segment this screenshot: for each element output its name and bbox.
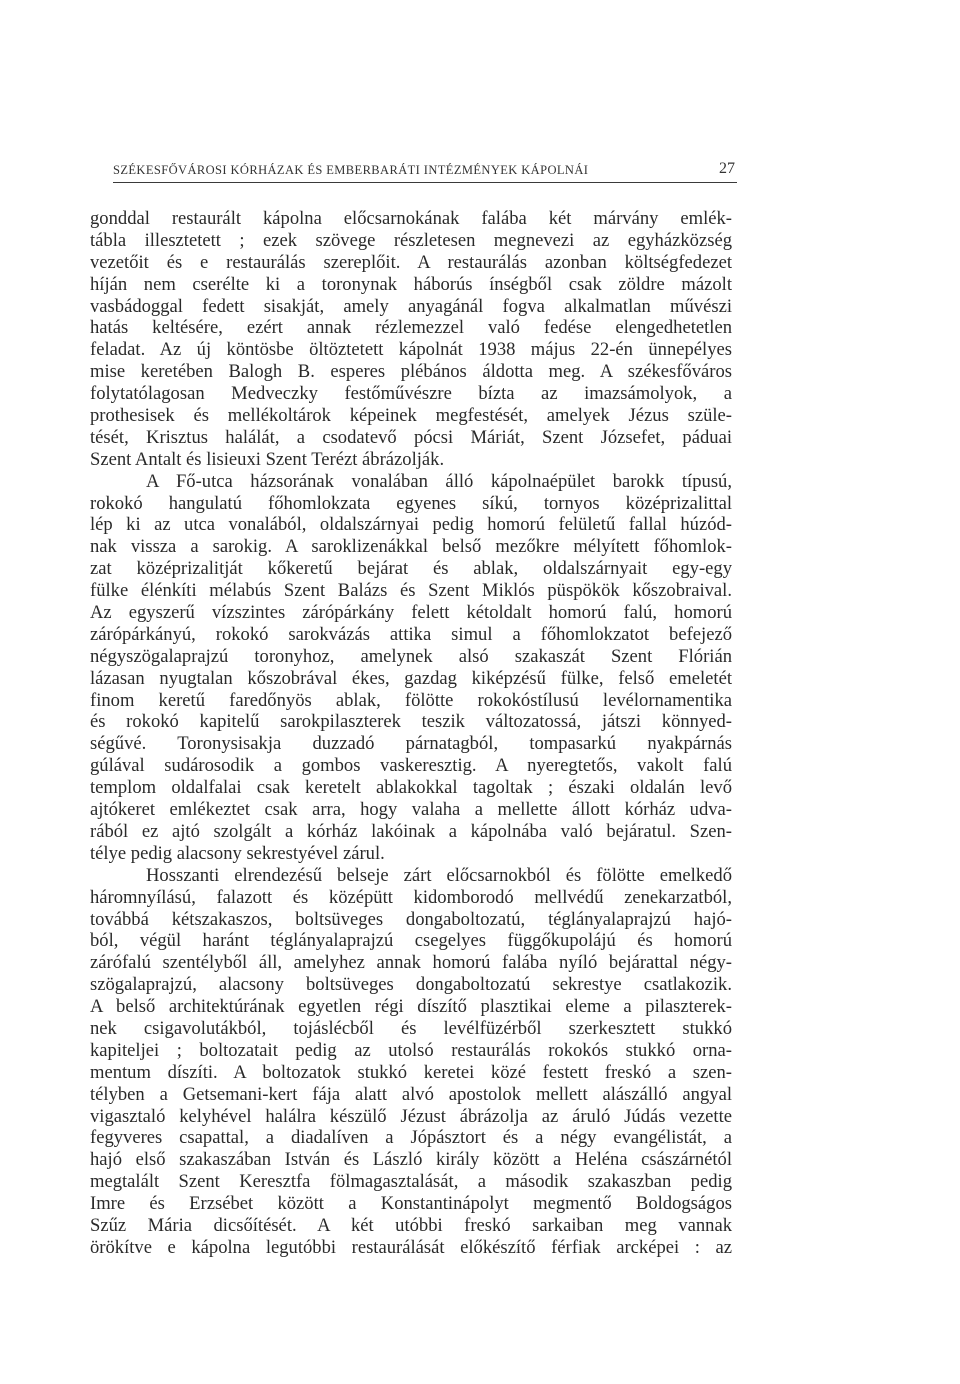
text-line: tését, Krisztus halálát, a csodatevő pócsi Máriát, Szent Józsefet, páduai xyxy=(90,426,732,448)
text-line: hajó első szakaszában István és László király között a Heléna császárnétól xyxy=(90,1149,732,1171)
text-line: vigasztaló kelyhével halálra készülő Jézust ábrázolja az áruló Júdás vezette xyxy=(90,1105,732,1127)
text-line: rokokó hangulatú főhomlokzata egyenes síkú, tornyos középrizalittal xyxy=(90,492,732,514)
text-line: hatás keltésére, ezért annak rézlemezzel való fedése elengedhetetlen xyxy=(90,317,732,339)
text-line: prothesisek és mellékoltárok képeinek megfestését, amelyek Jézus szüle- xyxy=(90,405,732,427)
text-line: Szent Antalt és lisieuxi Szent Terézt ábrázolják. xyxy=(90,448,445,470)
text-line: vasbádoggal fedett sisakját, amely anyagánál fogva alkalmatlan művészi xyxy=(90,295,732,317)
text-line: mentum díszíti. A boltozatok stukkó keretei közé festett freskó a szen- xyxy=(90,1061,732,1083)
body-text xyxy=(90,208,732,1259)
running-title: SZÉKESFŐVÁROSI KÓRHÁZAK ÉS EMBERBARÁTI INTÉZMÉNYEK KÁPOLNÁI xyxy=(113,163,589,177)
text-line: kapiteljei ; boltozatait pedig az utolsó restaurálás rokokós stukkó orna- xyxy=(90,1039,732,1061)
text-line: örökítve e kápolna legutóbbi restaurálását előkészítő férfiak arcképei : az xyxy=(90,1236,732,1258)
text-line: finom keretű faredőnyös ablak, fölötte rokokóstílusú levélornamentika xyxy=(90,689,732,711)
text-line: Imre és Erzsébet között a Konstantinápolyt megmentő Boldogságos xyxy=(90,1193,732,1215)
text-line: híján nem cserélte ki a toronynak háborús ínségből csak zöldre mázolt xyxy=(90,273,732,295)
text-line: nek csigavolutákból, tojáslécből és levélfüzérből szerkesztett stukkó xyxy=(90,1017,732,1039)
text-line: zat középrizalitját kőkeretű bejárat és ablak, oldalszárnyait egy-egy xyxy=(90,558,732,580)
text-line: nak vissza a sarokig. A saroklizenákkal belső mezőkre mélyített főhomlok- xyxy=(90,536,732,558)
text-line: gúlával sudárosodik a gombos vaskeresztig. A nyeregtetős, vakolt falú xyxy=(90,755,732,777)
text-line: háromnyílású, falazott és középütt kidomborodó mellvédű zenekarzatból, xyxy=(90,886,732,908)
text-line: A Fő-utca házsorának vonalában álló kápolnaépület barokk típusú, xyxy=(146,470,732,492)
text-line: mise keretében Balogh B. esperes plébános áldotta meg. A székesfőváros xyxy=(90,361,732,383)
text-line: ajtókeret emlékeztet csak arra, hogy valaha a mellette állott kórház udva- xyxy=(90,799,732,821)
text-line: gonddal restaurált kápolna előcsarnokának falába két márvány emlék- xyxy=(90,208,732,229)
text-line: négyszögalaprajzú toronyhoz, amelynek alsó szakaszát Szent Flórián xyxy=(90,645,732,667)
text-line: szögalaprajzú, alacsony boltsüveges dongaboltozatú sekrestye csatlakozik. xyxy=(90,974,732,996)
text-line: Hosszanti elrendezésű belseje zárt előcsarnokból és fölötte emelkedő xyxy=(146,864,732,886)
text-line: fegyveres csapattal, a diadalíven a Jópásztort és a négy evangélistát, a xyxy=(90,1127,732,1149)
text-line: télyben a Getsemani-kert fája alatt alvó apostolok mellett alászálló angyal xyxy=(90,1083,732,1105)
text-line: és rokokó kapitelű sarokpilaszterek teszik változatossá, játszi könnyed- xyxy=(90,711,732,733)
text-line: rából ez ajtó szolgált a kórház lakóinak a kápolnába való bejáratul. Szen- xyxy=(90,820,732,842)
text-line: télye pedig alacsony sekrestyével zárul. xyxy=(90,842,385,864)
text-line: folytatólagosan Medveczky festőművészre bízta az imazsámolyok, a xyxy=(90,383,732,405)
text-line: lázasan nyugtalan kőszobrával ékes, gazdag kiképzésű fülke, felső emeletét xyxy=(90,667,732,689)
text-line: Az egyszerű vízszintes zárópárkány felett kétoldalt homorú falú, homorú xyxy=(90,602,732,624)
text-line: vezetőit és e restaurálás szereplőit. A restaurálás azonban költségfedezet xyxy=(90,251,732,273)
text-line: ból, végül haránt téglányalaprajzú csegelyes függőkupolájú és homorú xyxy=(90,930,732,952)
text-line: Szűz Mária dicsőítését. A két utóbbi freskó sarkaiban meg vannak xyxy=(90,1214,732,1236)
text-line: ségűvé. Toronysisakja duzzadó párnatagból, tompasarkú nyakpárnás xyxy=(90,733,732,755)
text-line: zárófalú szentélyből áll, amelyhez annak homorú falába nyíló bejárattal négy- xyxy=(90,952,732,974)
text-line: feladat. Az új köntösbe öltöztetett kápolnát 1938 május 22-én ünnepélyes xyxy=(90,339,732,361)
text-line: lép ki az utca vonalából, oldalszárnyai pedig homorú felületű fallal húzód- xyxy=(90,514,732,536)
text-line: templom oldalfalai csak keretelt ablakokkal tagoltak ; északi oldalán levő xyxy=(90,777,732,799)
running-header xyxy=(113,160,737,183)
page-number: 27 xyxy=(719,160,735,177)
text-line: zárópárkányú, rokokó sarokvázás attika simul a főhomlokzatot befejező xyxy=(90,623,732,645)
text-line: tábla illesztetett ; ezek szövege részletesen megnevezi az egyházközség xyxy=(90,229,732,251)
text-line: A belső architektúrának egyetlen régi díszítő plasztikai eleme a pilaszterek- xyxy=(90,996,732,1018)
text-line: megtalált Szent Keresztfa fölmagasztalását, a második szakaszban pedig xyxy=(90,1171,732,1193)
text-line: fülke élénkíti mélabús Szent Balázs és Szent Miklós püspökök kőszobraival. xyxy=(90,580,732,602)
text-line: továbbá kétszakaszos, boltsüveges dongaboltozatú, téglányalaprajzú hajó- xyxy=(90,908,732,930)
